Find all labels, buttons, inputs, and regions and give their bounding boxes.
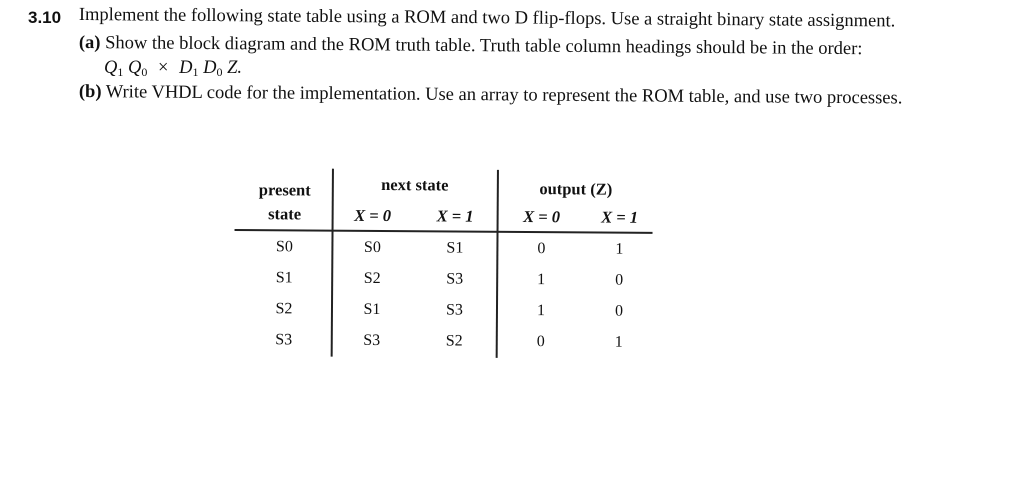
order-q1: Q — [104, 58, 118, 78]
cell-present: S3 — [275, 331, 293, 349]
cell-out-x0: 0 — [537, 240, 546, 258]
table-divider-present — [331, 169, 334, 357]
cell-next-x0: S1 — [363, 300, 381, 319]
order-q0: Q — [128, 58, 142, 78]
table-divider-output — [496, 170, 499, 358]
problem-statement: Implement the following state table using a ROM and two D flip-flops. Use a straight binary state assignment. — [78, 5, 896, 32]
part-a-label: (a) — [78, 33, 101, 54]
header-out-x0: X = 0 — [523, 207, 561, 227]
cell-next-x1: S3 — [445, 301, 463, 319]
part-b-label: (b) — [78, 82, 102, 103]
part-b-text: Write VHDL code for the implementation. Use an array to represent the ROM table, and use two processes. — [105, 82, 903, 109]
order-d0: D — [203, 58, 217, 78]
order-d0-sub: 0 — [216, 65, 223, 79]
cell-out-x1: 0 — [614, 302, 624, 320]
header-next-state: next state — [381, 175, 449, 195]
header-next-x0: X = 0 — [354, 205, 392, 226]
cell-out-x1: 1 — [614, 333, 623, 351]
cell-next-x0: S2 — [363, 269, 381, 288]
part-a — [79, 33, 863, 60]
cell-out-x1: 1 — [615, 240, 624, 258]
header-out-x1: X = 1 — [601, 207, 639, 227]
cell-out-x0: 1 — [536, 302, 546, 320]
state-table — [234, 163, 655, 361]
cell-next-x0: S3 — [363, 331, 381, 350]
part-b — [79, 82, 903, 109]
order-z: Z. — [227, 58, 242, 78]
cell-next-x1: S2 — [445, 332, 463, 350]
cell-present: S0 — [275, 238, 293, 256]
order-d1-sub: 1 — [192, 65, 199, 79]
header-present: present — [258, 180, 311, 200]
cell-next-x1: S3 — [446, 270, 464, 288]
header-next-x1: X = 1 — [436, 206, 474, 226]
table-header-rule — [235, 229, 653, 234]
part-a-column-order — [104, 58, 242, 80]
order-q0-sub: 0 — [141, 65, 148, 79]
part-a-text: Show the block diagram and the ROM truth table. Truth table column headings should be in the order: — [105, 33, 863, 60]
cell-out-x0: 0 — [536, 333, 545, 351]
header-output: output (Z) — [539, 179, 613, 199]
cell-out-x1: 0 — [615, 271, 624, 289]
cell-present: S1 — [275, 269, 293, 287]
order-d1: D — [179, 58, 193, 78]
cell-next-x0: S0 — [363, 238, 381, 257]
header-state: state — [268, 204, 302, 224]
cell-next-x1: S1 — [446, 239, 464, 257]
order-x: × — [158, 58, 169, 78]
cell-present: S2 — [275, 300, 293, 318]
cell-out-x0: 1 — [537, 271, 546, 289]
problem-number: 3.10 — [28, 8, 62, 27]
order-q1-sub: 1 — [117, 65, 124, 79]
